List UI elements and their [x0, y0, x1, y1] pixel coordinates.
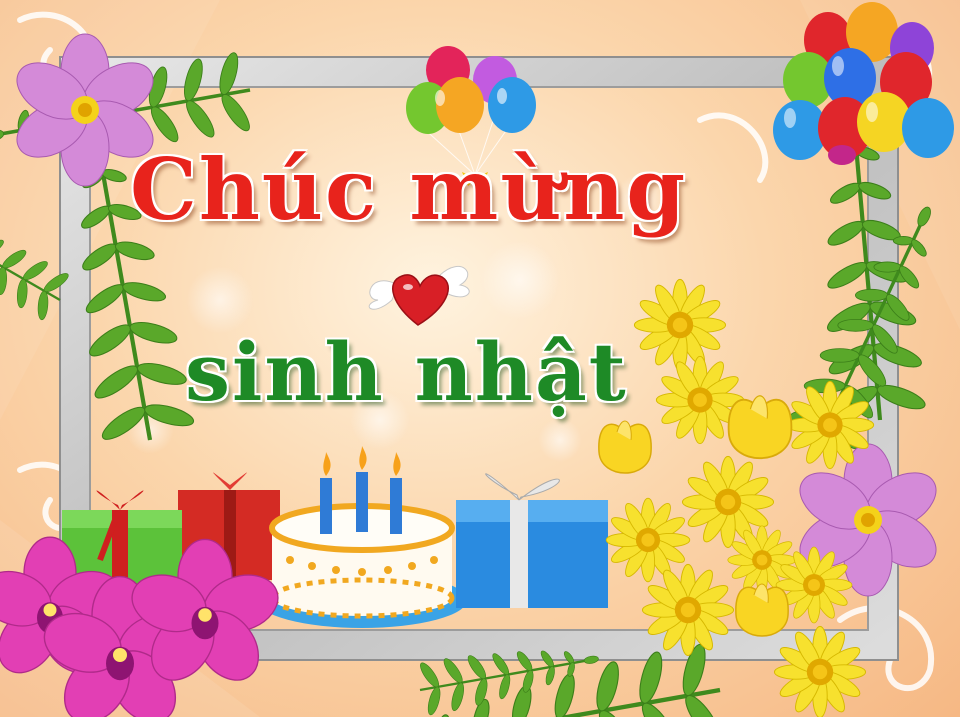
birthday-cake-icon: [257, 446, 467, 628]
greeting-line-2: sinh nhật: [185, 325, 628, 419]
winged-heart-icon: [369, 266, 469, 325]
greeting-line-1: Chúc mừng: [130, 140, 688, 239]
gift-box-blue-icon: [456, 474, 608, 608]
